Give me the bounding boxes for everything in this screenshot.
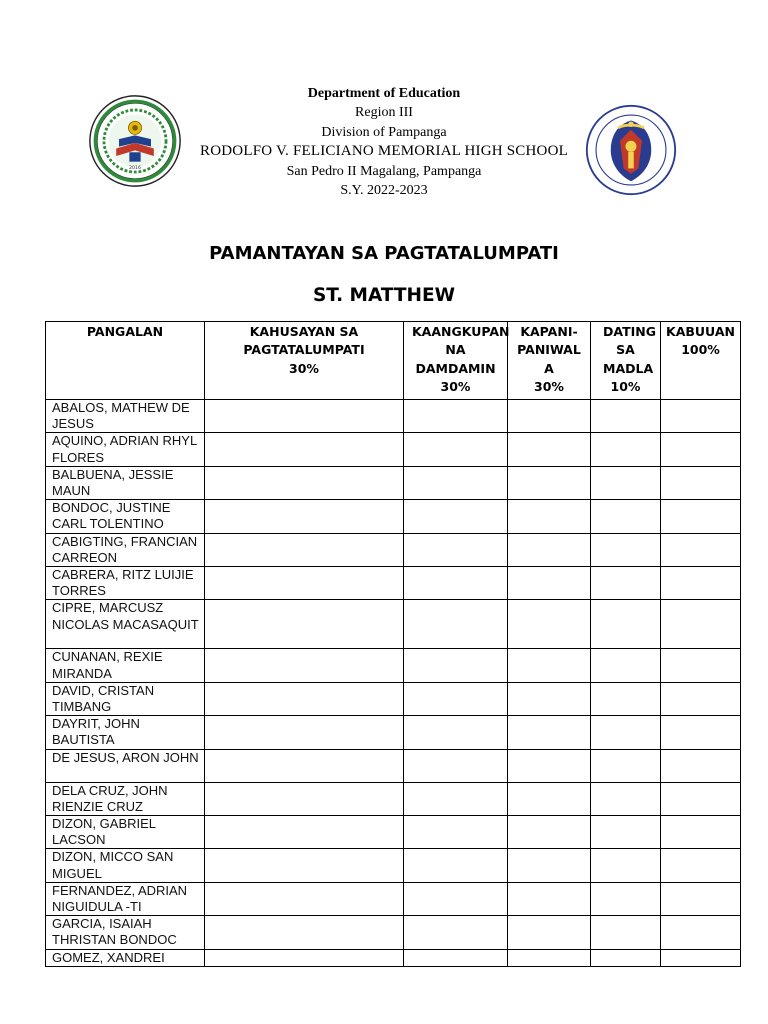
section-title: ST. MATTHEW [312, 285, 456, 306]
score-cell [508, 466, 591, 499]
student-name: CIPRE, MARCUSZ NICOLAS MACASAQUIT [46, 600, 205, 649]
total-cell [661, 500, 741, 533]
total-cell [661, 400, 741, 433]
score-cell [205, 433, 404, 466]
score-cell [205, 500, 404, 533]
score-cell [404, 749, 508, 782]
total-cell [661, 682, 741, 715]
school-name: RODOLFO V. FELICIANO MEMORIAL HIGH SCHOOL [200, 143, 568, 160]
table-row [46, 433, 741, 466]
score-cell [205, 949, 404, 966]
score-cell [205, 600, 404, 649]
score-cell [591, 849, 661, 882]
score-cell [591, 533, 661, 566]
total-cell [661, 466, 741, 499]
score-cell [205, 882, 404, 915]
score-cell [205, 649, 404, 682]
score-cell [591, 749, 661, 782]
student-name: ABALOS, MATHEW DE JESUS [46, 400, 205, 433]
score-cell [508, 782, 591, 815]
score-cell [205, 816, 404, 849]
score-cell [404, 882, 508, 915]
score-cell [508, 816, 591, 849]
score-cell [404, 782, 508, 815]
score-cell [205, 716, 404, 749]
header-row [46, 322, 741, 400]
column-header-kabuuan: KABUUAN 100% [661, 322, 741, 400]
table-row [46, 716, 741, 749]
student-name: DIZON, MICCO SAN MIGUEL [46, 849, 205, 882]
table-row [46, 500, 741, 533]
score-cell [205, 782, 404, 815]
total-cell [661, 716, 741, 749]
total-cell [661, 533, 741, 566]
score-cell [205, 533, 404, 566]
score-cell [404, 716, 508, 749]
table-row [46, 533, 741, 566]
total-cell [661, 849, 741, 882]
total-cell [661, 600, 741, 649]
score-cell [205, 567, 404, 600]
score-cell [508, 882, 591, 915]
score-cell [404, 466, 508, 499]
score-cell [404, 600, 508, 649]
score-cell [205, 916, 404, 949]
table-row [46, 949, 741, 966]
score-cell [508, 533, 591, 566]
rubric-table [45, 321, 741, 967]
column-header-kapanipaniwala: KAPANI-PANIWAL A 30% [508, 322, 591, 400]
student-name: AQUINO, ADRIAN RHYL FLORES [46, 433, 205, 466]
svg-text:2016: 2016 [129, 166, 141, 172]
total-cell [661, 882, 741, 915]
total-cell [661, 567, 741, 600]
score-cell [591, 916, 661, 949]
score-cell [591, 882, 661, 915]
score-cell [205, 682, 404, 715]
score-cell [508, 849, 591, 882]
score-cell [508, 400, 591, 433]
score-cell [404, 533, 508, 566]
score-cell [591, 466, 661, 499]
department-name: Department of Education [307, 86, 461, 101]
score-cell [508, 500, 591, 533]
score-cell [591, 600, 661, 649]
score-cell [508, 682, 591, 715]
column-header-dating: DATING SA MADLA 10% [591, 322, 661, 400]
student-name: DAYRIT, JOHN BAUTISTA [46, 716, 205, 749]
table-row [46, 916, 741, 949]
score-cell [591, 400, 661, 433]
score-cell [591, 649, 661, 682]
table-row [46, 600, 741, 649]
score-cell [591, 949, 661, 966]
table-row [46, 849, 741, 882]
deped-seal-icon [585, 102, 677, 198]
school-address: San Pedro II Magalang, Pampanga [286, 163, 482, 179]
student-name: CABIGTING, FRANCIAN CARREON [46, 533, 205, 566]
region-name: Region III [355, 105, 413, 121]
school-seal-icon [88, 94, 182, 188]
score-cell [205, 466, 404, 499]
student-name: FERNANDEZ, ADRIAN NIGUIDULA -TI [46, 882, 205, 915]
total-cell [661, 782, 741, 815]
score-cell [404, 567, 508, 600]
student-name: GARCIA, ISAIAH THRISTAN BONDOC [46, 916, 205, 949]
score-cell [508, 749, 591, 782]
score-cell [205, 400, 404, 433]
student-name: BONDOC, JUSTINE CARL TOLENTINO [46, 500, 205, 533]
score-cell [591, 816, 661, 849]
total-cell [661, 433, 741, 466]
score-cell [404, 649, 508, 682]
score-cell [205, 849, 404, 882]
score-cell [508, 433, 591, 466]
total-cell [661, 816, 741, 849]
score-cell [404, 433, 508, 466]
score-cell [508, 567, 591, 600]
score-cell [591, 500, 661, 533]
score-cell [591, 682, 661, 715]
score-cell [508, 600, 591, 649]
score-cell [404, 816, 508, 849]
student-name: GOMEZ, XANDREI [46, 949, 205, 966]
score-cell [591, 433, 661, 466]
score-cell [404, 949, 508, 966]
total-cell [661, 949, 741, 966]
student-name: CABRERA, RITZ LUIJIE TORRES [46, 567, 205, 600]
score-cell [205, 749, 404, 782]
student-name: DELA CRUZ, JOHN RIENZIE CRUZ [46, 782, 205, 815]
table-row [46, 749, 741, 782]
table-row [46, 649, 741, 682]
student-name: DAVID, CRISTAN TIMBANG [46, 682, 205, 715]
score-cell [591, 782, 661, 815]
total-cell [661, 916, 741, 949]
school-year: S.Y. 2022-2023 [340, 183, 428, 199]
score-cell [591, 567, 661, 600]
student-name: BALBUENA, JESSIE MAUN [46, 466, 205, 499]
total-cell [661, 749, 741, 782]
score-cell [404, 916, 508, 949]
table-row [46, 682, 741, 715]
score-cell [404, 682, 508, 715]
score-cell [508, 649, 591, 682]
score-cell [508, 949, 591, 966]
score-cell [404, 849, 508, 882]
table-row [46, 567, 741, 600]
student-name: CUNANAN, REXIE MIRANDA [46, 649, 205, 682]
table-row [46, 816, 741, 849]
table-row [46, 466, 741, 499]
page-title: PAMANTAYAN SA PAGTATALUMPATI [209, 243, 559, 264]
score-cell [508, 916, 591, 949]
column-header-kahusayan: KAHUSAYAN SA PAGTATALUMPATI 30% [205, 322, 404, 400]
table-row [46, 882, 741, 915]
table-row [46, 400, 741, 433]
division-name: Division of Pampanga [321, 124, 447, 140]
total-cell [661, 649, 741, 682]
student-name: DIZON, GABRIEL LACSON [46, 816, 205, 849]
score-cell [591, 716, 661, 749]
score-cell [508, 716, 591, 749]
column-header-name: PANGALAN [46, 322, 205, 400]
table-row [46, 782, 741, 815]
score-cell [404, 500, 508, 533]
student-name: DE JESUS, ARON JOHN [46, 749, 205, 782]
column-header-kaangkupan: KAANGKUPAN NA DAMDAMIN 30% [404, 322, 508, 400]
score-cell [404, 400, 508, 433]
